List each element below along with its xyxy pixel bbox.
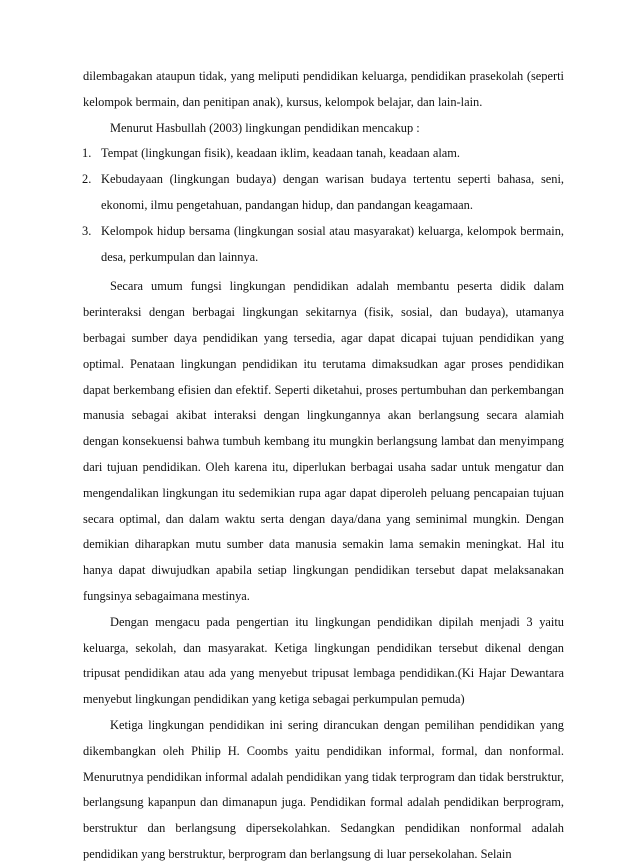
- body-paragraph: Secara umum fungsi lingkungan pendidikan adalah membantu peserta didik dalam berinteraksi dengan berbagai lingkungan sekitarnya (fisik, sosial, dan budaya), utamanya berbagai sumber daya pendidikan yang tersedia, agar dapat dicapai tujuan pendidikan yang optimal. Penataan lingkungan pendidikan itu terutama dimaksudkan agar proses pendidikan dapat berkembang efisien dan efektif. Seperti diketahui, proses pertumbuhan dan perkembangan manusia sebagai akibat interaksi dengan lingkungannya akan berlangsung secara alamiah dengan konsekuensi bahwa tumbuh kembang itu mungkin berlangsung lambat dan menyimpang dari tujuan pendidikan. Oleh karena itu, diperlukan berbagai usaha sadar untuk mengatur dan mengendalikan lingkungan itu sedemikian rupa agar dapat diperoleh peluang pencapaian tujuan secara optimal, dan dalam waktu serta dengan daya/dana yang seminimal mungkin. Dengan demikian diharapkan mutu sumber data manusia semakin lama semakin meningkat. Hal itu hanya dapat diwujudkan apabila setiap lingkungan pendidikan tersebut dapat melaksanakan fungsinya sebagaimana mestinya.: [83, 279, 564, 603]
- list-item: [82, 167, 564, 219]
- list-item-text: Tempat (lingkungan fisik), keadaan iklim, keadaan tanah, keadaan alam.: [101, 146, 461, 161]
- list-item-text: Kebudayaan (lingkungan budaya) dengan warisan budaya tertentu seperti bahasa, seni, ekonomi, ilmu pengetahuan, pandangan hidup, dan pandangan keagamaan.: [101, 172, 564, 212]
- list-item: [82, 219, 564, 271]
- list-item-text: Kelompok hidup bersama (lingkungan sosial atau masyarakat) keluarga, kelompok bermain, desa, perkumpulan dan lainnya.: [101, 223, 564, 264]
- intro-sentence: Menurut Hasbullah (2003) lingkungan pendidikan mencakup :: [110, 120, 420, 135]
- document-body: [83, 64, 564, 868]
- environment-list: [83, 141, 564, 270]
- list-item-number: 3.: [82, 223, 92, 238]
- list-item: [82, 141, 564, 167]
- body-paragraph: Dengan mengacu pada pengertian itu lingkungan pendidikan dipilah menjadi 3 yaitu keluarga, sekolah, dan masyarakat. Ketiga lingkungan pendidikan tersebut dikenal dengan tripusat pendidikan atau ada yang menyebut tripusat lembaga pendidikan.(Ki Hajar Dewantara menyebut lingkungan pendidikan yang ketiga sebagai perkumpulan pemuda): [83, 614, 564, 707]
- list-item-number: 1.: [82, 146, 92, 161]
- continuation-paragraph: dilembagakan ataupun tidak, yang meliputi pendidikan keluarga, pendidikan prasekolah (seperti kelompok bermain, dan penitipan anak), kursus, kelompok belajar, dan lain-lain.: [83, 69, 564, 109]
- list-item-number: 2.: [82, 172, 92, 187]
- body-paragraph: Ketiga lingkungan pendidikan ini sering dirancukan dengan pemilihan pendidikan yang dikembangkan oleh Philip H. Coombs yaitu pendidikan informal, formal, dan nonformal. Menurutnya pendidikan informal adalah pendidikan yang tidak terprogram dan tidak berstruktur, berlangsung kapanpun dan dimanapun juga. Pendidikan formal adalah pendidikan berprogram, berstruktur dan berlangsung dipersekolahkan. Sedangkan pendidikan nonformal adalah pendidikan yang berstruktur, berprogram dan berlangsung di luar persekolahan. Selain: [83, 717, 564, 861]
